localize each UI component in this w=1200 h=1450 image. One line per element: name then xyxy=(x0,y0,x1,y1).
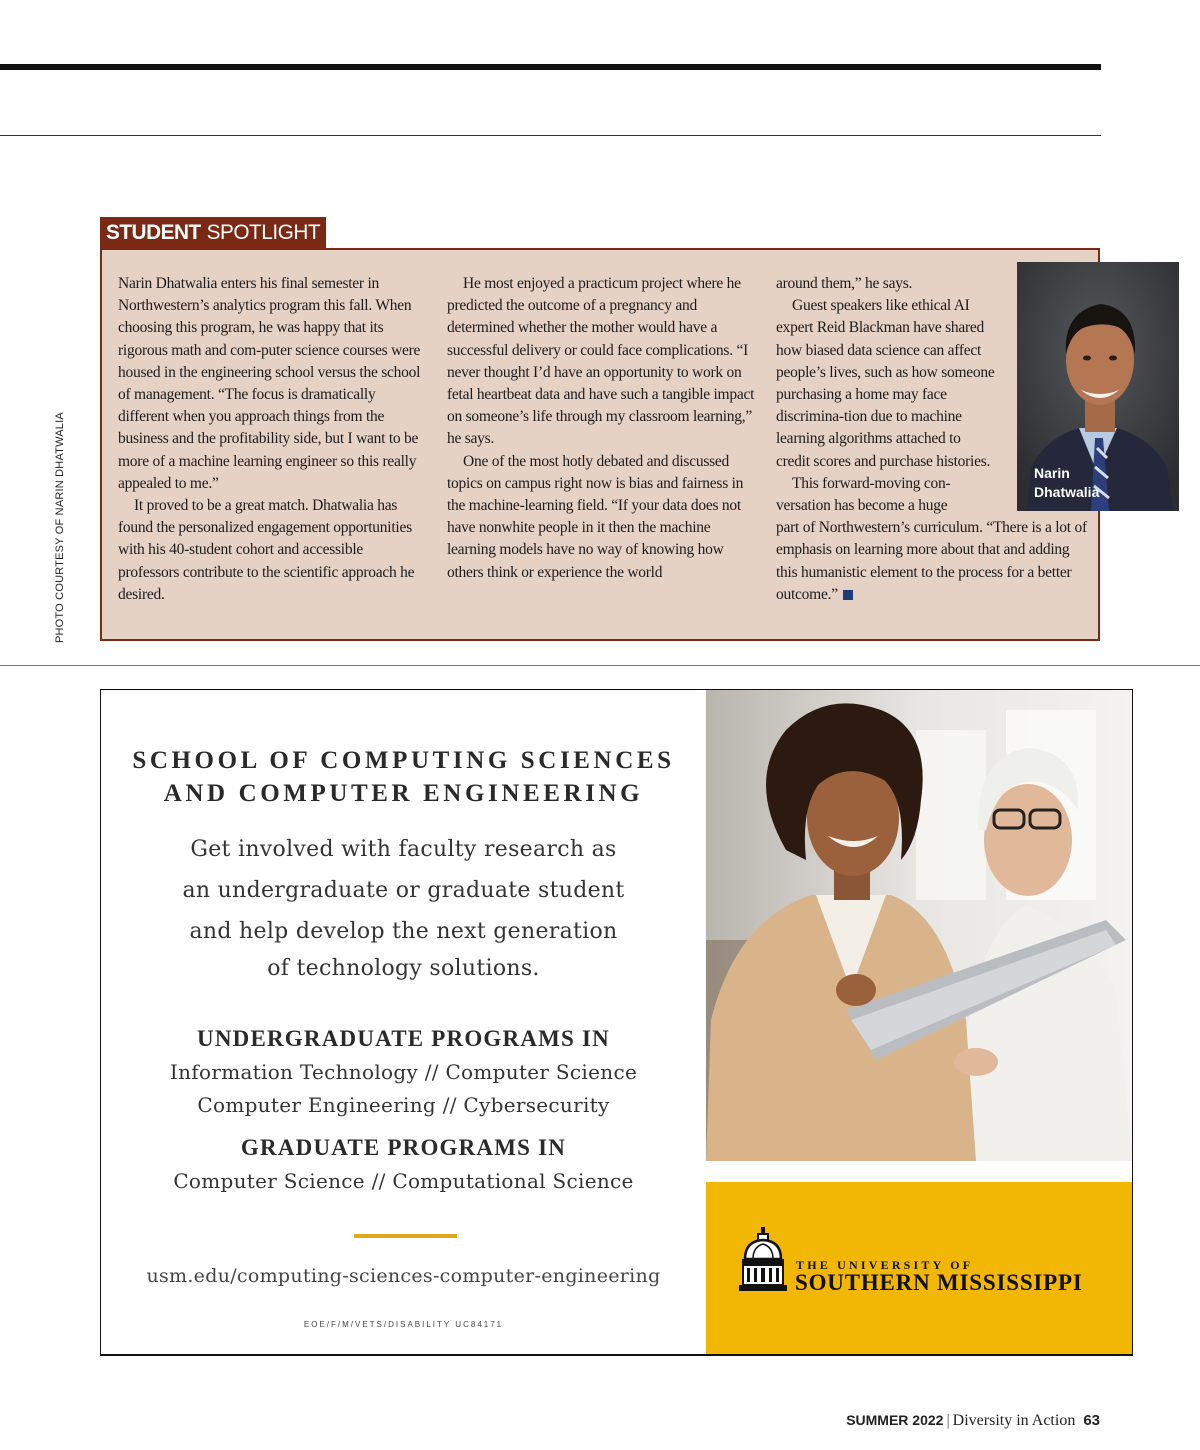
footer-separator: | xyxy=(946,1412,950,1429)
article-paragraph: Narin Dhatwalia enters his final semester in Northwestern’s analytics program this fall. When choosing this program, he was happy that its rigorous math and com-puter science courses were housed in the engineering school versus the school of management. “The focus is dramatically different when you approach things from the business and the profitability side, but I want to be more of a machine learning engineer so this really appealed to me.” xyxy=(118,275,421,492)
footer-issue: SUMMER 2022 xyxy=(846,1412,944,1428)
article-column-2 xyxy=(447,273,757,584)
ad-heading-line-2: AND COMPUTER ENGINEERING xyxy=(163,780,644,807)
ad-photo xyxy=(706,690,1132,1161)
undergrad-programs-line-2: Computer Engineering // Cybersecurity xyxy=(197,1093,610,1117)
ad-body-line: an undergraduate or graduate student xyxy=(182,878,625,903)
section-label-light: SPOTLIGHT xyxy=(206,221,321,244)
article-paragraph: This forward-moving con-versation has become a huge xyxy=(776,474,951,515)
section-divider xyxy=(0,665,1200,666)
ad-url-link[interactable]: usm.edu/computing-sciences-computer-engineering xyxy=(146,1265,661,1287)
undergrad-programs-line-1: Information Technology // Computer Science xyxy=(169,1060,638,1084)
footer-publication: Diversity in Action xyxy=(952,1412,1076,1429)
article-paragraph: One of the most hotly debated and discussed topics on campus right now is bias and fairness in the machine-learning field. “If your data does not have nonwhite people in it then the machine learning models have no way of knowing how others think or experience the world xyxy=(447,452,744,581)
photo-credit: PHOTO COURTESY OF NARIN DHATWALIA xyxy=(54,412,66,643)
article-column-1 xyxy=(118,273,423,606)
ad-body-line: and help develop the next generation xyxy=(189,919,618,944)
end-mark-icon xyxy=(843,590,853,600)
ad-body-line: of technology solutions. xyxy=(267,956,540,981)
top-rule-thin xyxy=(0,135,1101,136)
article-paragraph: He most enjoyed a practicum project where he predicted the outcome of a pregnancy and determined whether the mother would have a successful delivery or could face complications. “I never thought I’d have an opportunity to work on fetal heartbeat data and have such a tangible impact on someone’s life through my classroom learning,” he says. xyxy=(447,275,755,448)
article-paragraph: part of Northwestern’s curriculum. “There is a lot of emphasis on learning more about that and adding this humanistic element to the process for a better outcome.” xyxy=(776,519,1087,603)
usm-dome-icon xyxy=(739,1227,787,1295)
section-label xyxy=(100,217,326,248)
article-paragraph: around them,” he says. xyxy=(776,275,913,292)
caption-first-name: Narin xyxy=(1034,465,1070,481)
article-paragraph: Guest speakers like ethical AI expert Reid Blackman have shared how biased data science can affect people’s lives, such as how someone purchasing a home may face discrimina-tion due to machine learning algorithms attached to credit scores and purchase histories. xyxy=(776,297,995,470)
grad-programs-line-1: Computer Science // Computational Science xyxy=(173,1169,634,1193)
page-number: 63 xyxy=(1083,1412,1100,1429)
page-footer xyxy=(846,1412,1100,1430)
top-rule-thick xyxy=(0,64,1101,70)
portrait-caption xyxy=(1034,464,1099,502)
eoe-notice: EOE/F/M/VETS/DISABILITY UC84171 xyxy=(303,1320,504,1329)
gold-divider xyxy=(354,1234,457,1238)
caption-last-name: Dhatwalia xyxy=(1034,484,1100,500)
article-paragraph: It proved to be a great match. Dhatwalia has found the personalized engagement opportunities with his 40-student cohort and accessible professors contribute to the scientific approach he desired. xyxy=(118,497,415,603)
undergrad-programs-title: UNDERGRADUATE PROGRAMS IN xyxy=(197,1026,610,1051)
logo-university-line: THE UNIVERSITY OF xyxy=(796,1258,974,1272)
article-paragraph-end xyxy=(776,517,1088,606)
section-label-bold: STUDENT xyxy=(105,221,201,244)
ad-body-line: Get involved with faculty research as xyxy=(190,837,617,862)
ad-heading-line-1: SCHOOL OF COMPUTING SCIENCES xyxy=(132,747,675,774)
logo-name-line: SOUTHERN MISSISSIPPI xyxy=(795,1270,1083,1295)
grad-programs-title: GRADUATE PROGRAMS IN xyxy=(240,1135,567,1160)
